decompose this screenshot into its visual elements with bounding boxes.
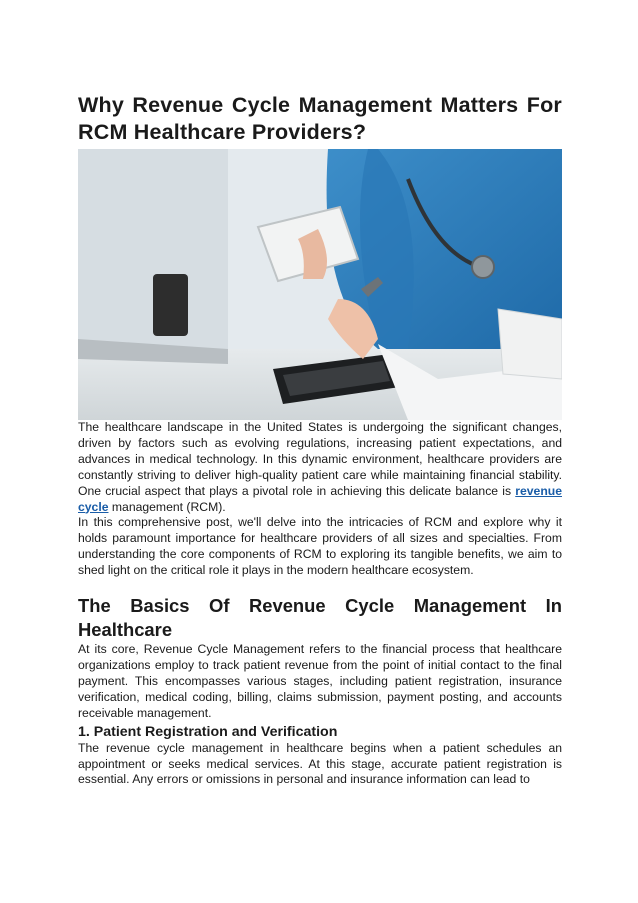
document-title: Why Revenue Cycle Management Matters For RCM Healthcare Providers? (78, 93, 562, 144)
intro-text-before-link: The healthcare landscape in the United States is undergoing the significant changes, driven by factors such as evolving regulations, increasing patient expectations, and advances in medical technology. In this dynamic environment, healthcare providers are constantly striving to deliver high-quality patient care while maintaining financial stability. One crucial aspect that plays a pivotal role in achieving this delicate balance is (78, 420, 562, 498)
subsection-heading-registration: 1. Patient Registration and Verification (78, 723, 338, 740)
document-page (78, 92, 562, 788)
intro-paragraph-2: In this comprehensive post, we'll delve into the intricacies of RCM and explore why it holds paramount importance for healthcare providers of all sizes and specialties. From understanding the core components of RCM to exploring its tangible benefits, we aim to shed light on the critical role it plays in the modern healthcare ecosystem. (78, 515, 562, 578)
intro-text-after-link: management (RCM). (108, 499, 226, 514)
revenue-cycle-link[interactable]: revenue cycle (78, 483, 562, 514)
intro-paragraph (78, 420, 562, 515)
section-paragraph-basics: At its core, Revenue Cycle Management refers to the financial process that healthcare organizations employ to track patient revenue from the point of initial contact to the final payment. This encompasses various stages, including patient registration, insurance verification, medical coding, billing, claims submission, payment posting, and accounts receivable management. (78, 642, 562, 720)
subsection-paragraph-registration: The revenue cycle management in healthcare begins when a patient schedules an appointment or seeks medical services. At this stage, accurate patient registration is essential. Any errors or omissions in personal and insurance information can lead to (78, 740, 562, 787)
hero-photo-illustration (78, 149, 562, 420)
hero-photo-doctor-calculator (78, 149, 562, 420)
section-heading-basics: The Basics Of Revenue Cycle Management In Healthcare (78, 595, 562, 641)
